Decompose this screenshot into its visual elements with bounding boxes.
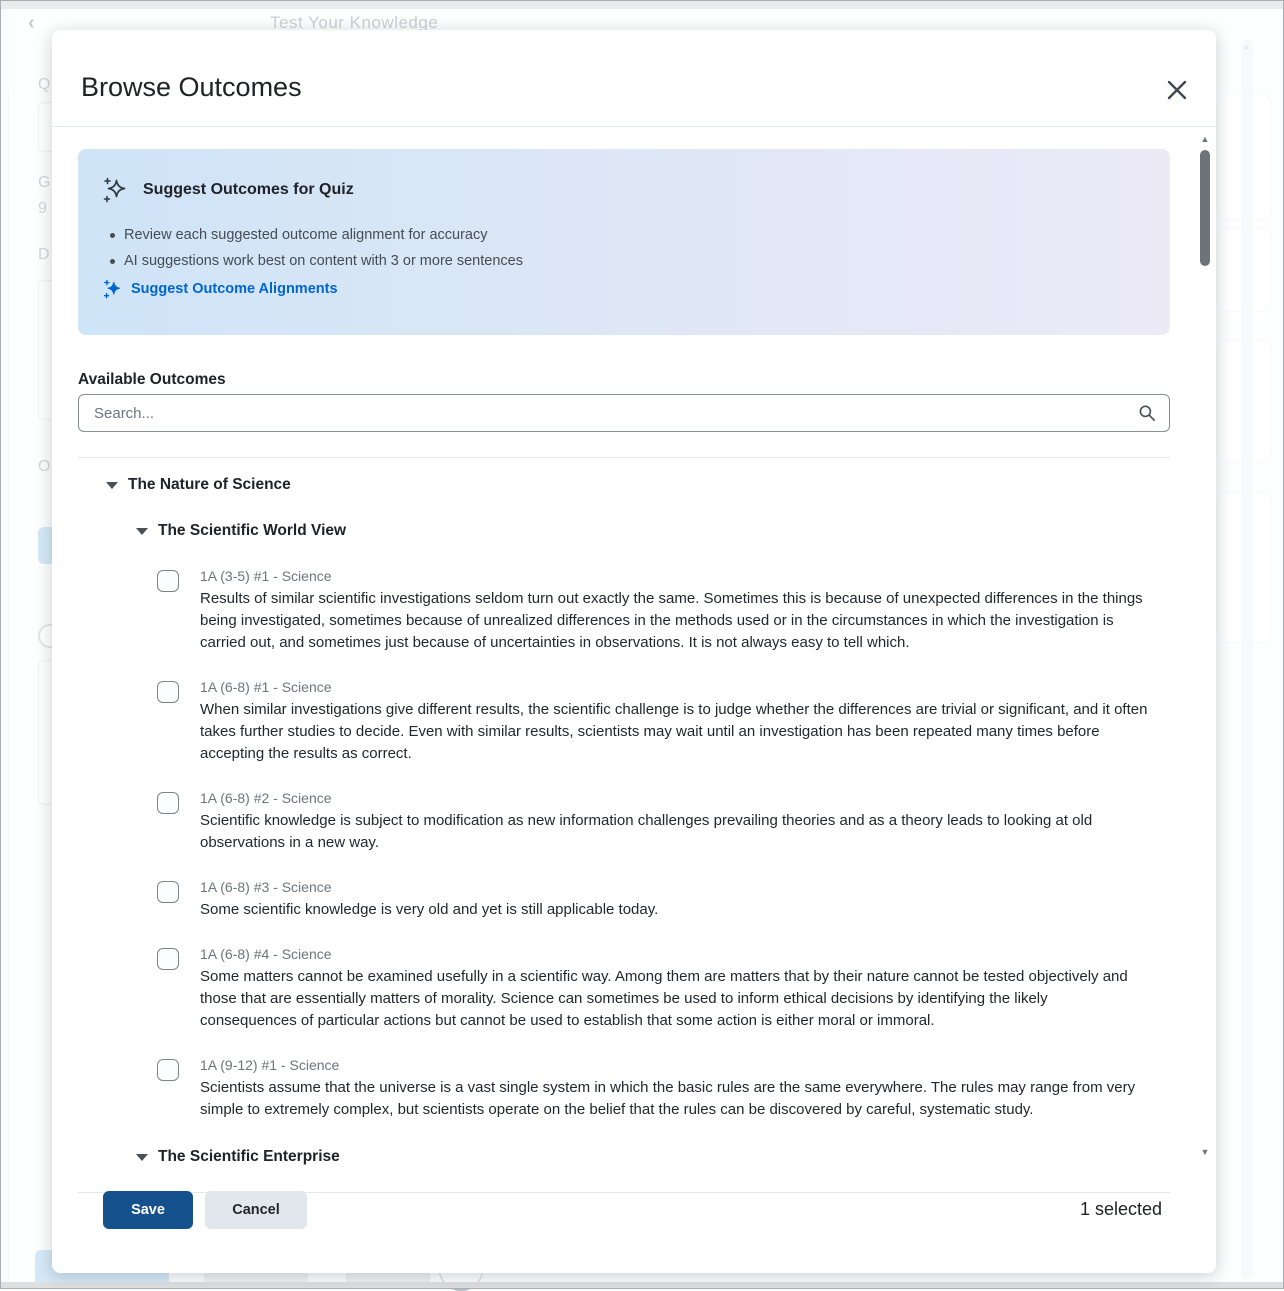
browse-outcomes-dialog <box>52 30 1216 1273</box>
close-icon[interactable] <box>1162 76 1192 106</box>
outcomes-search-input[interactable] <box>78 394 1170 432</box>
outcome-code: 1A (6-8) #2 - Science <box>200 790 332 806</box>
outcome-checkbox[interactable] <box>157 570 179 592</box>
tree-subgroup-label: The Scientific Enterprise <box>158 1148 340 1165</box>
outcome-description: Some scientific knowledge is very old and yet is still applicable today. <box>200 901 659 918</box>
chevron-down-icon[interactable] <box>106 482 118 489</box>
banner-bullet: AI suggestions work best on content with 3 or more sentences <box>110 253 523 269</box>
sparkle-filled-icon <box>103 279 123 299</box>
dialog-header <box>52 30 1216 127</box>
chevron-down-icon[interactable] <box>136 1154 148 1161</box>
outcome-checkbox[interactable] <box>157 948 179 970</box>
chevron-down-icon[interactable] <box>136 528 148 535</box>
outcome-item <box>157 679 1170 765</box>
suggest-outcome-alignments-button[interactable] <box>103 279 338 299</box>
outcome-code: 1A (6-8) #3 - Science <box>200 879 332 895</box>
outcome-description: Results of similar scientific investigations seldom turn out exactly the same. Sometimes this is because of unexpected differences in the things being investigated, sometimes because of unrealized differences in the methods used or in the circumstances in which the investigation is carried out, and sometimes just because of uncertainties in observations. It is not always easy to tell which. <box>200 590 1143 651</box>
scroll-down-icon[interactable]: ▼ <box>1200 1147 1210 1157</box>
outcome-checkbox[interactable] <box>157 792 179 814</box>
banner-title: Suggest Outcomes for Quiz <box>143 181 354 198</box>
dialog-scrollbar[interactable] <box>1199 130 1211 1161</box>
scrollbar-thumb[interactable] <box>1200 150 1210 266</box>
sparkle-outline-icon <box>103 177 129 203</box>
selected-count-text: 1 selected <box>1079 1199 1162 1219</box>
tree-group-nature-of-science[interactable] <box>78 474 1170 496</box>
outcome-checkbox[interactable] <box>157 681 179 703</box>
outcome-code: 1A (3-5) #1 - Science <box>200 568 332 584</box>
available-outcomes-label: Available Outcomes <box>78 371 226 388</box>
outcome-checkbox[interactable] <box>157 881 179 903</box>
dialog-scroll-region <box>52 128 1216 1163</box>
cancel-button[interactable]: Cancel <box>205 1191 307 1229</box>
outcome-code: 1A (6-8) #4 - Science <box>200 946 332 962</box>
outcome-item <box>157 790 1170 854</box>
banner-bullet: Review each suggested outcome alignment for accuracy <box>110 227 523 243</box>
outcome-checkbox[interactable] <box>157 1059 179 1081</box>
outcome-description: When similar investigations give different results, the scientific challenge is to judge whether the differences are trivial or significant, and it often takes further studies to decide. Even with similar results, scientists may wait until an investigation has been repeated many times before accepting the results as correct. <box>200 701 1148 762</box>
outcome-item <box>157 879 1170 921</box>
outcome-code: 1A (9-12) #1 - Science <box>200 1057 340 1073</box>
outcome-item-list <box>78 568 1170 1121</box>
outcome-code: 1A (6-8) #1 - Science <box>200 679 332 695</box>
outcomes-tree <box>78 457 1170 1193</box>
outcome-description: Scientists assume that the universe is a vast single system in which the basic rules are the same everywhere. The rules may range from very simple to extremely complex, but scientists operate on the belief that the rules can be discovered by careful, systematic study. <box>200 1079 1136 1118</box>
tree-subgroup-scientific-world-view[interactable] <box>78 520 1170 542</box>
outcome-item <box>157 946 1170 1032</box>
ai-suggestion-banner <box>78 149 1170 335</box>
scroll-up-icon[interactable]: ▲ <box>1200 134 1210 144</box>
outcome-item <box>157 1057 1170 1121</box>
tree-group-label: The Nature of Science <box>128 476 291 493</box>
suggest-outcome-alignments-label: Suggest Outcome Alignments <box>131 281 338 297</box>
dialog-title: Browse Outcomes <box>81 72 302 102</box>
banner-bullet-list <box>110 217 523 269</box>
tree-subgroup-label: The Scientific World View <box>158 522 347 539</box>
search-icon <box>1138 404 1156 422</box>
outcome-item <box>157 568 1170 654</box>
save-button[interactable]: Save <box>103 1191 193 1229</box>
dialog-footer <box>52 1163 1216 1273</box>
outcome-description: Some matters cannot be examined usefully in a scientific way. Among them are matters that by their nature cannot be tested objectively and those that are essentially matters of morality. Science can sometimes be used to inform ethical decisions by identifying the likely consequences of particular actions but cannot be used to establish that some action is either moral or immoral. <box>200 968 1128 1029</box>
outcome-description: Scientific knowledge is subject to modification as new information challenges prevailing theories and as a theory leads to looking at old observations in a new way. <box>200 812 1093 851</box>
